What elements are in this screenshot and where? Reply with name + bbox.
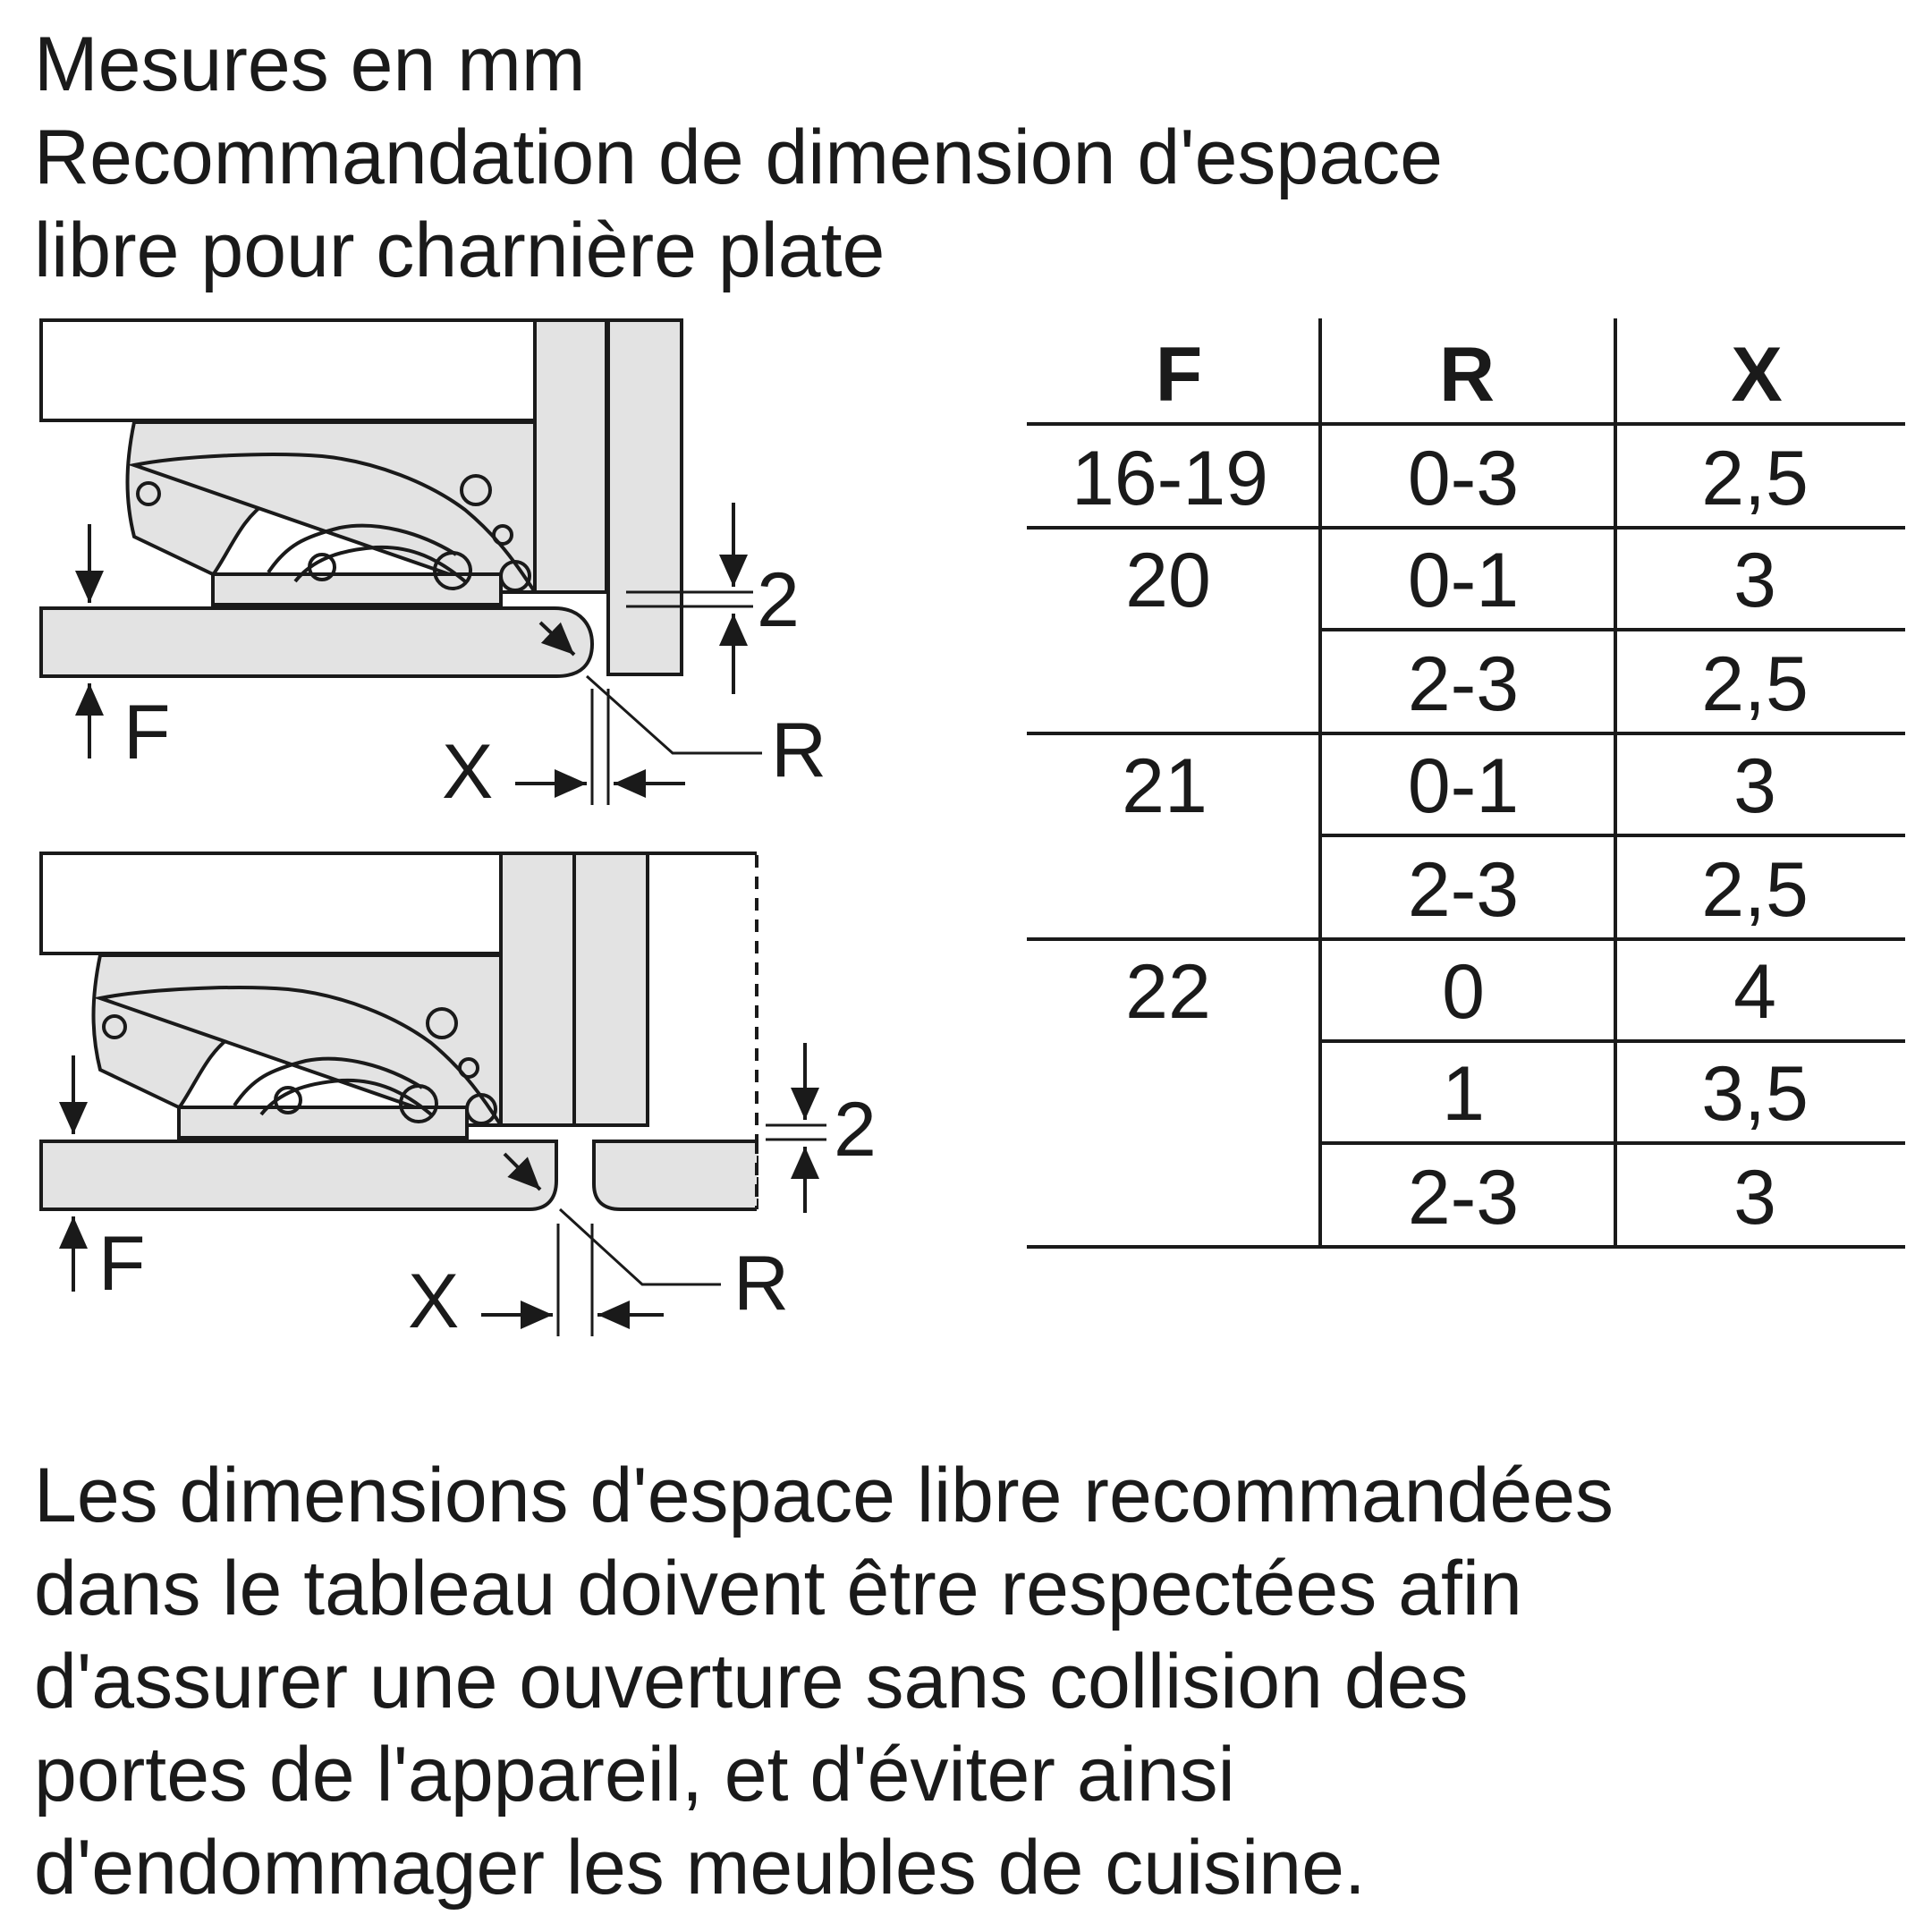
table-cell-r: 0-3 <box>1407 436 1520 521</box>
bottom-label-gap: 2 <box>834 1087 877 1173</box>
table-cell-r: 1 <box>1442 1051 1485 1137</box>
top-label-x: X <box>442 729 494 815</box>
table-cell-x: 3 <box>1733 538 1776 623</box>
footer-line: Les dimensions d'espace libre recommandées <box>34 1453 1614 1538</box>
top-label-f: F <box>123 690 171 775</box>
top-label-gap: 2 <box>757 557 800 643</box>
footer-line: portes de l'appareil, et d'éviter ainsi <box>34 1732 1235 1818</box>
table-cell-x: 3 <box>1733 1155 1776 1241</box>
table-header-x: X <box>1731 332 1783 418</box>
table-cell-x: 3,5 <box>1701 1051 1809 1137</box>
title-heading-line2: libre pour charnière plate <box>34 208 886 293</box>
title-heading-line1: Recommandation de dimension d'espace <box>34 114 1443 200</box>
footer-note <box>34 1449 1614 1914</box>
table-cell-f: 20 <box>1125 538 1211 623</box>
footer-line: d'endommager les meubles de cuisine. <box>34 1825 1366 1911</box>
table-header-f: F <box>1155 332 1203 418</box>
footer-line: dans le tableau doivent être respectées afin <box>34 1546 1522 1631</box>
bottom-label-r: R <box>733 1241 790 1326</box>
table-cell-x: 2,5 <box>1701 436 1809 521</box>
bottom-label-x: X <box>408 1258 460 1344</box>
table-cell-x: 3 <box>1733 743 1776 829</box>
table-cell-r: 2-3 <box>1407 641 1520 727</box>
table-cell-f: 21 <box>1122 743 1208 829</box>
table-cell-f: 16-19 <box>1072 436 1268 521</box>
table-cell-r: 0 <box>1442 949 1485 1035</box>
table-cell-x: 4 <box>1733 949 1776 1035</box>
title-units: Mesures en mm <box>34 21 586 107</box>
table-cell-x: 2,5 <box>1701 847 1809 933</box>
table-cell-r: 2-3 <box>1407 1155 1520 1241</box>
table-header-r: R <box>1438 332 1496 418</box>
footer-line: d'assurer une ouverture sans collision des <box>34 1639 1469 1724</box>
bottom-label-f: F <box>98 1221 146 1307</box>
table-cell-r: 0-1 <box>1407 538 1520 623</box>
table-cell-r: 0-1 <box>1407 743 1520 829</box>
table-cell-r: 2-3 <box>1407 847 1520 933</box>
table-cell-x: 2,5 <box>1701 641 1809 727</box>
top-label-r: R <box>771 708 827 793</box>
table-cell-f: 22 <box>1125 949 1211 1035</box>
